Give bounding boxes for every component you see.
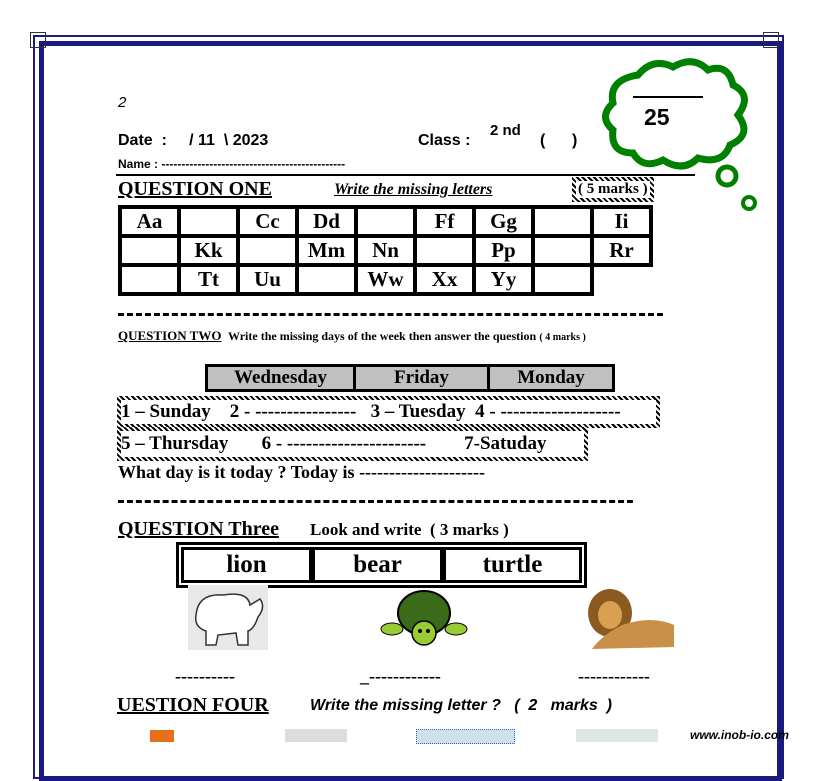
name-field[interactable]: Name : ---------------------------------------------- — [118, 157, 346, 171]
letter-cell: Aa — [120, 207, 179, 236]
letter-cell: Mm — [297, 236, 356, 265]
letter-cell: Ii — [592, 207, 651, 236]
q2-header — [118, 328, 586, 344]
lion-image — [582, 585, 680, 653]
q2-question[interactable]: What day is it today ? Today is --------------------- — [118, 462, 485, 482]
days-row-1[interactable]: 1 – Sunday 2 - ---------------- 3 – Tuesday 4 - ------------------- — [117, 396, 660, 428]
letter-cell: Tt — [179, 265, 238, 294]
word-bank-item: Wednesday — [207, 366, 355, 391]
q4-instruction: Write the missing letter ? ( 2 marks ) — [310, 697, 613, 714]
letter-cell[interactable] — [120, 265, 179, 294]
blank-3[interactable]: ------------ — [578, 666, 650, 686]
letter-cell[interactable] — [356, 207, 415, 236]
q1-marks: ( 5 marks ) — [572, 177, 654, 202]
q1-instruction: Write the missing letters — [334, 181, 493, 198]
separator-2 — [118, 500, 633, 503]
bear-image — [188, 585, 268, 650]
date-label — [118, 132, 268, 150]
letter-cell[interactable] — [120, 236, 179, 265]
blank-2[interactable]: _------------ — [360, 666, 441, 686]
letter-cell: Rr — [592, 236, 651, 265]
table-row — [207, 366, 614, 391]
letter-cell[interactable] — [238, 236, 297, 265]
date-label-text: Date — [118, 132, 153, 149]
score-total: 25 — [644, 104, 670, 130]
letter-cell: Kk — [179, 236, 238, 265]
corner-mark — [763, 32, 779, 48]
animal-word: lion — [181, 547, 312, 583]
class-section: ( ) — [540, 132, 578, 149]
animal-word: turtle — [443, 547, 582, 583]
separator-1 — [118, 313, 663, 316]
word-bank-item: Friday — [355, 366, 489, 391]
animal-words-table — [176, 542, 587, 588]
letter-cell: Xx — [415, 265, 474, 294]
box-image — [576, 729, 658, 742]
letter-cell[interactable] — [179, 207, 238, 236]
letter-cell: Ff — [415, 207, 474, 236]
letter-cell: Cc — [238, 207, 297, 236]
letter-cell: Nn — [356, 236, 415, 265]
letter-cell: Yy — [474, 265, 533, 294]
blank-1[interactable]: ---------- — [175, 666, 235, 686]
days-row-2[interactable]: 5 – Thursday 6 - ---------------------- 7-Satuday — [117, 427, 588, 461]
word-bank-item: Monday — [489, 366, 614, 391]
q3-instruction: Look and write ( 3 marks ) — [310, 520, 509, 539]
letter-cell[interactable] — [533, 236, 592, 265]
table-row — [181, 547, 582, 583]
class-label: Class : — [418, 132, 471, 149]
letter-cell: Pp — [474, 236, 533, 265]
fox-image — [150, 730, 174, 742]
turtle-image — [380, 585, 468, 649]
q4-title: UESTION FOUR — [117, 694, 269, 716]
table-row — [120, 207, 651, 236]
class-value: 2 nd — [490, 122, 521, 139]
letter-cell: Gg — [474, 207, 533, 236]
duck-image — [285, 729, 347, 742]
letters-table — [118, 205, 653, 296]
q2-instruction: Write the missing days of the week then answer the question — [227, 329, 537, 343]
letter-cell[interactable] — [533, 207, 592, 236]
q2-title: QUESTION TWO — [118, 328, 222, 343]
q3-title: QUESTION Three — [118, 518, 279, 540]
q2-marks: ( 4 marks ) — [539, 332, 586, 343]
animal-word: bear — [312, 547, 443, 583]
word-bank-table — [205, 364, 615, 392]
letter-cell[interactable] — [415, 236, 474, 265]
letter-cell[interactable] — [533, 265, 592, 294]
q1-title: QUESTION ONE — [118, 178, 272, 200]
date-value: : / 11 \ 2023 — [161, 132, 269, 149]
letter-cell: Ww — [356, 265, 415, 294]
table-row — [120, 265, 651, 294]
empty-cell — [592, 265, 651, 294]
page-number: 2 — [118, 94, 127, 111]
table-row — [120, 236, 651, 265]
letter-cell: Uu — [238, 265, 297, 294]
corner-mark — [30, 32, 46, 48]
letter-cell: Dd — [297, 207, 356, 236]
letter-cell[interactable] — [297, 265, 356, 294]
watermark: www.inob-io.com — [690, 728, 789, 742]
